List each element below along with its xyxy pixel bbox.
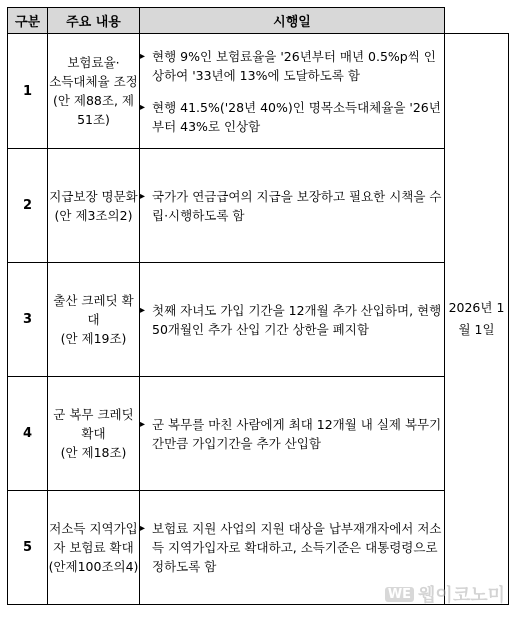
watermark-text: 웹이코노미	[418, 585, 505, 606]
item-line: 출산 크레딧 확대	[53, 293, 134, 327]
header-effective-date: 시행일	[140, 8, 445, 34]
table-row	[8, 263, 509, 377]
item-line: (안 제18조)	[60, 445, 127, 460]
watermark-logo: WE	[385, 587, 414, 602]
item-line: (안제100조의4)	[48, 559, 139, 574]
item-line: (안 제19조)	[60, 331, 127, 346]
row-item	[48, 263, 140, 377]
row-content	[140, 149, 445, 263]
row-content	[140, 34, 445, 149]
item-line: 보험료율·	[67, 55, 120, 70]
bullet-item	[140, 187, 444, 225]
item-line: (안 제88조, 제51조)	[52, 93, 134, 127]
header-row	[8, 8, 509, 34]
row-item	[48, 34, 140, 149]
item-line: 군 복무 크레딧 확대	[53, 407, 134, 441]
bullet-marker: ▸	[140, 50, 146, 62]
bullet-marker: ▸	[140, 523, 146, 534]
bullet-item	[140, 519, 444, 576]
bullet-marker: ▸	[140, 190, 146, 202]
row-content	[140, 377, 445, 491]
row-item	[48, 491, 140, 605]
effective-date: 2026년 1월 1일	[445, 34, 509, 605]
row-number: 4	[8, 377, 48, 491]
item-line: 지급보장 명문화	[49, 188, 138, 204]
table-row	[8, 377, 509, 491]
item-line: 소득대체율 조정	[49, 74, 138, 89]
bullet-text: 현행 41.5%('28년 40%)인 명목소득대체율을 '26년부터 43%로 인상함	[152, 99, 441, 134]
header-category: 구분	[8, 8, 48, 34]
bullet-text: 보험료 지원 사업의 지원 대상을 납부재개자에서 저소득 지역가입자로 확대하고, 소득기준은 대통령령으로 정하도록 함	[152, 521, 442, 574]
row-item	[48, 149, 140, 263]
row-number: 2	[8, 149, 48, 263]
bullet-marker: ▸	[140, 101, 146, 113]
item-line: (안 제3조의2)	[54, 207, 133, 223]
item-line: 저소득 지역가입자 보험료 확대	[49, 521, 138, 555]
bullet-text: 첫째 자녀도 가입 기간을 12개월 추가 산입하며, 현행 50개월인 추가 산입 기간 상한을 폐지함	[152, 302, 442, 337]
bullet-marker: ▸	[140, 418, 146, 430]
header-content: 주요 내용	[48, 8, 140, 34]
bullet-text: 국가가 연금급여의 지급을 보장하고 필요한 시책을 수립·시행하도록 함	[152, 188, 442, 223]
bullet-item	[140, 415, 444, 453]
table-row	[8, 34, 509, 149]
bullet-text: 군 복무를 마친 사람에게 최대 12개월 내 실제 복무기간만큼 가입기간을 추가 산입함	[152, 416, 442, 451]
row-number: 5	[8, 491, 48, 605]
bullet-text: 현행 9%인 보험료율을 '26년부터 매년 0.5%p씩 인상하여 '33년에 13%에 도달하도록 함	[152, 48, 436, 83]
row-content	[140, 263, 445, 377]
bullet-item	[140, 301, 444, 339]
reform-table	[7, 7, 509, 605]
row-number: 3	[8, 263, 48, 377]
bullet-marker: ▸	[140, 304, 146, 316]
row-item	[48, 377, 140, 491]
table-row	[8, 149, 509, 263]
bullet-item	[140, 98, 444, 136]
bullet-item	[140, 47, 444, 85]
row-number: 1	[8, 34, 48, 149]
watermark	[385, 581, 505, 607]
